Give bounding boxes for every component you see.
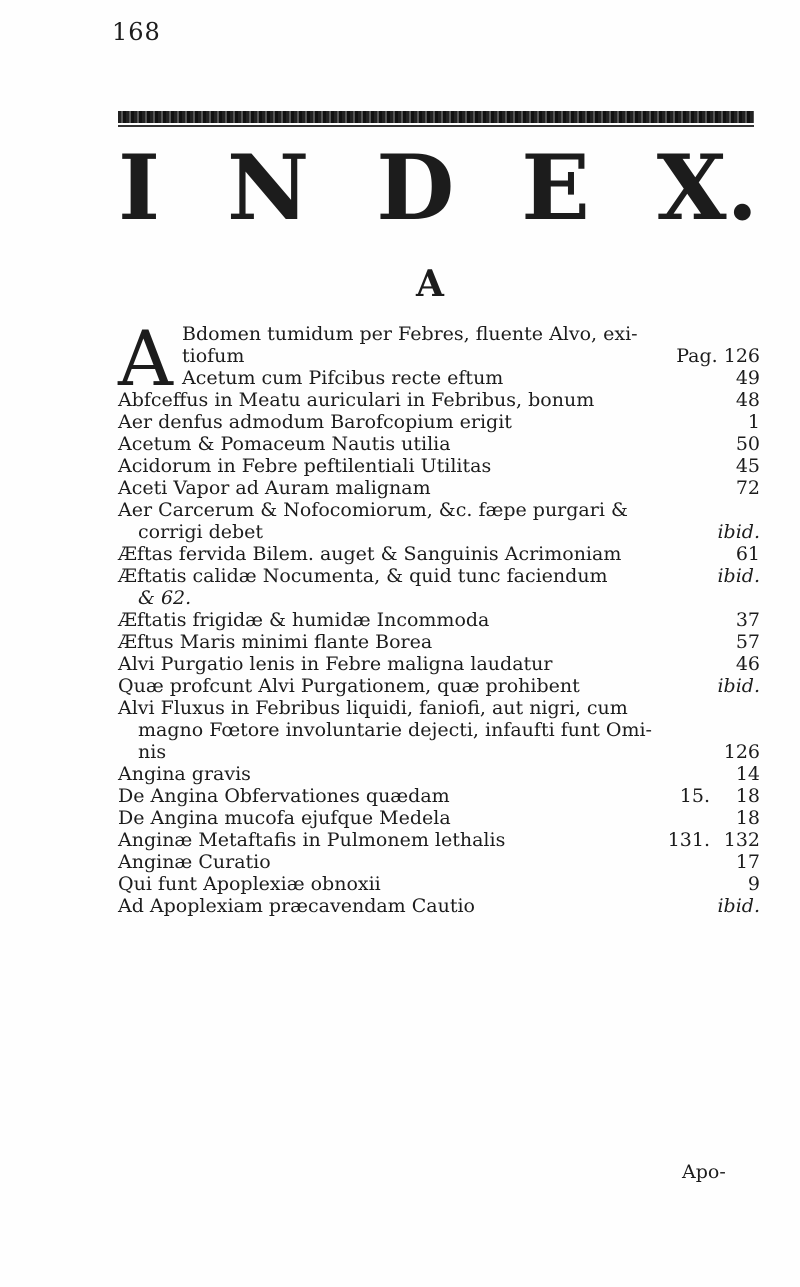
- index-entry: Abfceffus in Meatu auriculari in Febribus, bonum 48: [118, 389, 760, 411]
- index-entry: Æftus Maris minimi flante Borea 57: [118, 631, 760, 653]
- title-letter: D: [376, 135, 455, 241]
- page-number: 168: [112, 18, 161, 46]
- page-ref: ibid.: [717, 521, 760, 543]
- page-ref: 15.: [679, 785, 710, 807]
- section-letter: A: [416, 263, 444, 305]
- page-ref: 131.: [667, 829, 710, 851]
- page-ref: 45: [735, 455, 760, 477]
- page-ref: 50: [735, 433, 760, 455]
- ornament-line: [118, 125, 754, 127]
- page-ref: 57: [735, 631, 760, 653]
- title-letter: I: [118, 135, 161, 241]
- drop-cap: A: [118, 314, 173, 403]
- index-entry: Æftatis calidæ Nocumenta, & quid tunc faciendum ibid.: [118, 565, 760, 587]
- page-ref: Pag. 126: [676, 345, 760, 367]
- index-entry: nis 126: [138, 741, 760, 763]
- title-letter: X.: [656, 135, 758, 241]
- page-ref: 18: [735, 807, 760, 829]
- ornament-bar: [118, 111, 754, 123]
- index-entry: Aer denfus admodum Barofcopium erigit 1: [118, 411, 760, 433]
- page-ref: ibid.: [717, 895, 760, 917]
- index-entry: magno Fœtore involuntarie dejecti, infaufti funt Omi-: [138, 719, 652, 741]
- page-ref: 1: [747, 411, 760, 433]
- index-entry: Æftatis frigidæ & humidæ Incommoda 37: [118, 609, 760, 631]
- index-entry: Acetum cum Pifcibus recte eftum 49: [182, 367, 760, 389]
- page-ref: ibid.: [717, 675, 760, 697]
- index-entry: Ad Apoplexiam præcavendam Cautio ibid.: [118, 895, 760, 917]
- page-ref: 17: [735, 851, 760, 873]
- page-ref: 72: [735, 477, 760, 499]
- page-ref: 9: [747, 873, 760, 895]
- page-ref: 37: [735, 609, 760, 631]
- index-entry: De Angina mucofa ejufque Medela 18: [118, 807, 760, 829]
- index-entry: corrigi debet ibid.: [138, 521, 760, 543]
- page-ref: 46: [735, 653, 760, 675]
- title-letter: E: [521, 135, 590, 241]
- index-entry: Acidorum in Febre peftilentiali Utilitas 45: [118, 455, 760, 477]
- page-ref: 126: [723, 741, 760, 763]
- page-ref: 18: [735, 785, 760, 807]
- page-ref: 49: [735, 367, 760, 389]
- index-entry: Qui funt Apoplexiæ obnoxii 9: [118, 873, 760, 895]
- page-title: [118, 135, 758, 241]
- index-entry: & 62.: [138, 587, 192, 609]
- index-entry: Alvi Fluxus in Febribus liquidi, faniofi, aut nigri, cum: [118, 697, 628, 719]
- index-entry: Angina gravis 14: [118, 763, 760, 785]
- page-ref: 61: [735, 543, 760, 565]
- index-entry: Alvi Purgatio lenis in Febre maligna laudatur 46: [118, 653, 760, 675]
- title-letter: N: [227, 135, 310, 241]
- page-ref: 14: [735, 763, 760, 785]
- page-ref: 132: [723, 829, 760, 851]
- index-entry: tiofum Pag. 126: [182, 345, 760, 367]
- index-entry: De Angina Obfervationes quædam 15. 18: [118, 785, 760, 807]
- catchword: Apo-: [682, 1161, 726, 1183]
- ornamental-rule: [118, 108, 754, 130]
- index-entries: [118, 314, 760, 917]
- index-entry: Aer Carcerum & Nofocomiorum, &c. fæpe purgari &: [118, 499, 628, 521]
- page-ref: ibid.: [717, 565, 760, 587]
- index-entry: Acetum & Pomaceum Nautis utilia 50: [118, 433, 760, 455]
- index-entry: Quæ profcunt Alvi Purgationem, quæ prohibent ibid.: [118, 675, 760, 697]
- index-entry: Anginæ Curatio 17: [118, 851, 760, 873]
- page-ref: 48: [735, 389, 760, 411]
- index-entry: Bdomen tumidum per Febres, fluente Alvo, exi-: [182, 323, 638, 345]
- index-entry: Æftas fervida Bilem. auget & Sanguinis Acrimoniam 61: [118, 543, 760, 565]
- index-entry: Anginæ Metaftafis in Pulmonem lethalis 131. 132: [118, 829, 760, 851]
- index-entry: Aceti Vapor ad Auram malignam 72: [118, 477, 760, 499]
